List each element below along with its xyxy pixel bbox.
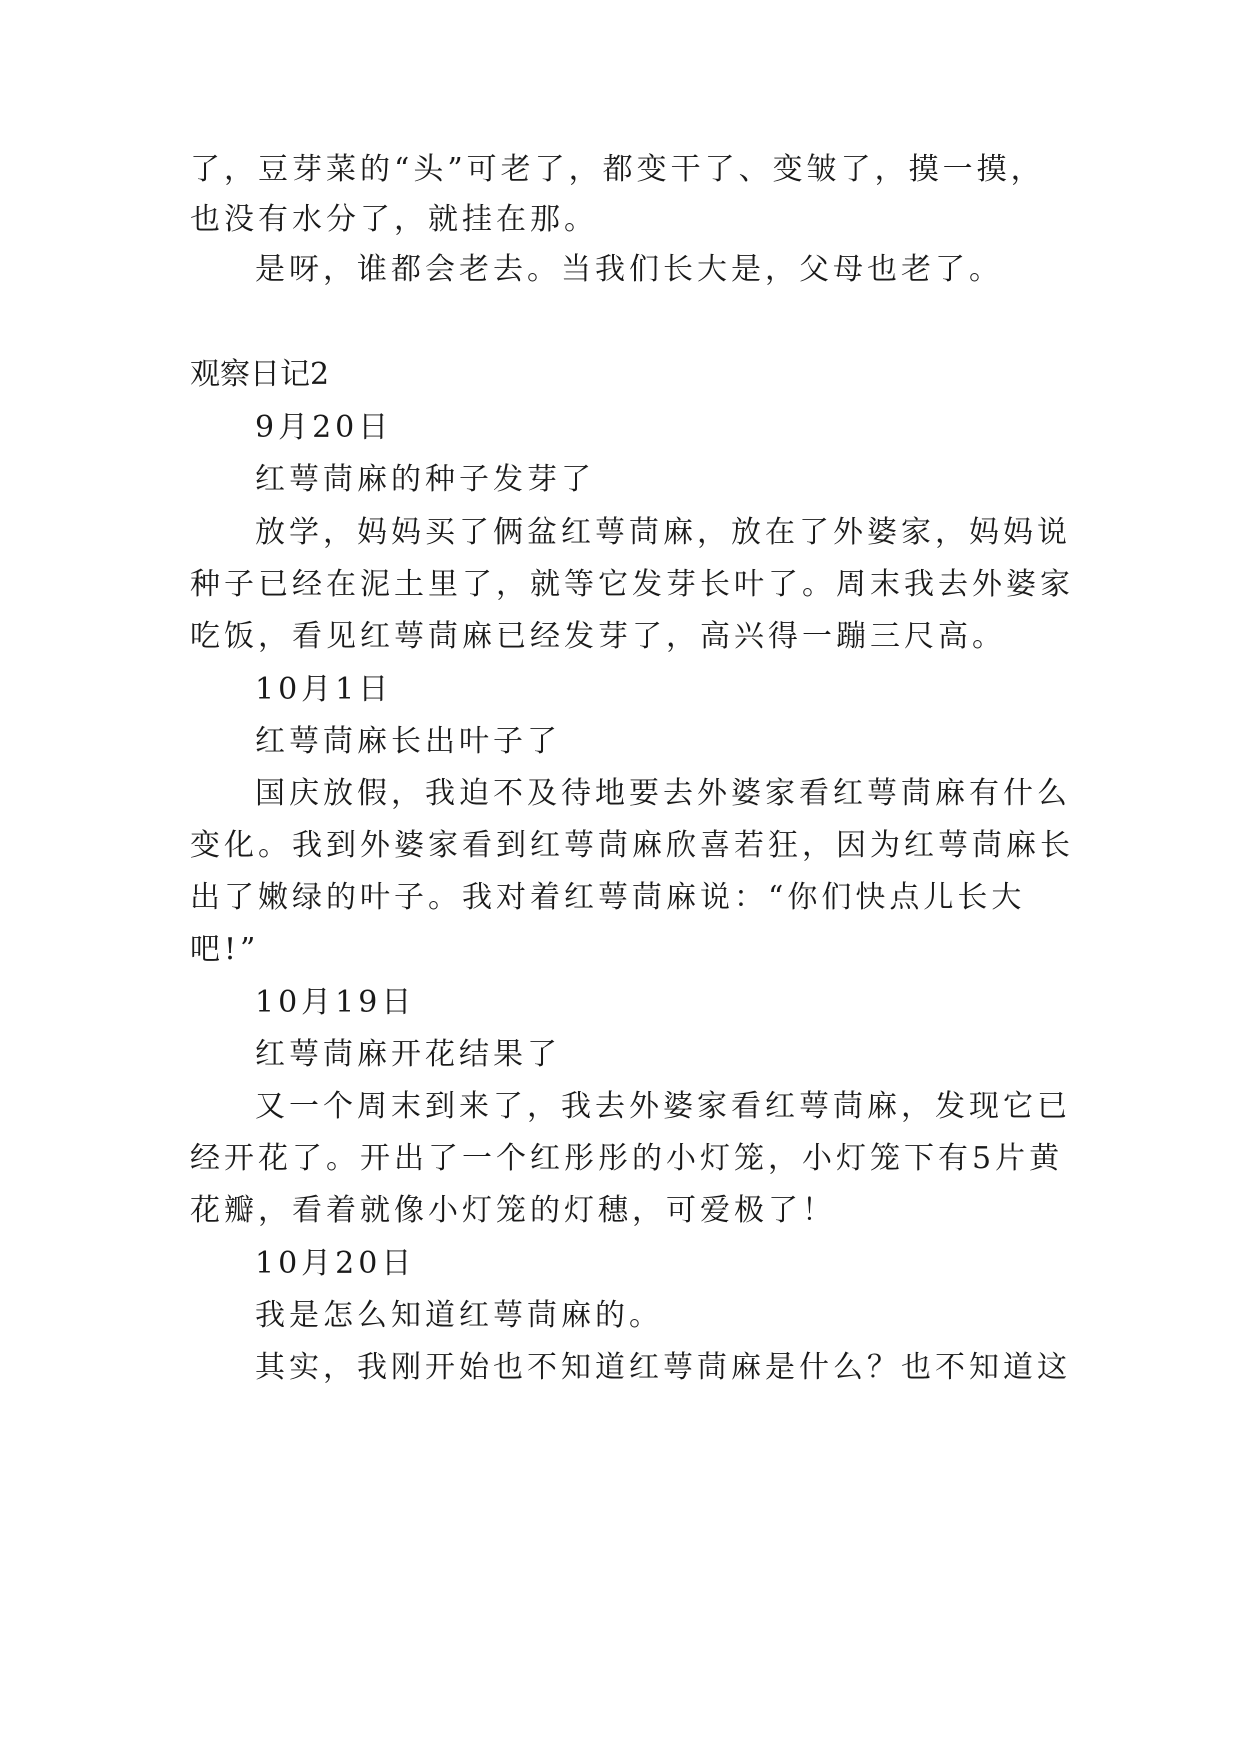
entry-title: 红萼茼麻的种子发芽了 [255,462,595,497]
entry-date: 10月1日 [255,672,393,707]
entry-date: 10月20日 [255,1246,416,1281]
paragraph-line: 出了嫩绿的叶子。我对着红萼茼麻说：“你们快点儿长大 [190,880,1026,915]
paragraph-line: 国庆放假，我迫不及待地要去外婆家看红萼茼麻有什么 [255,776,1071,811]
paragraph-line: 又一个周末到来了，我去外婆家看红萼茼麻，发现它已 [255,1089,1071,1124]
paragraph-line: 种子已经在泥土里了，就等它发芽长叶了。周末我去外婆家 [190,567,1074,602]
paragraph-line: 吧!” [190,932,260,967]
paragraph-line: 其实，我刚开始也不知道红萼茼麻是什么？也不知道这 [255,1350,1071,1385]
entry-title: 红萼茼麻长出叶子了 [255,724,561,759]
paragraph-line: 放学，妈妈买了俩盆红萼茼麻，放在了外婆家，妈妈说 [255,515,1071,550]
entry-title: 红萼茼麻开花结果了 [255,1037,561,1072]
paragraph-line: 变化。我到外婆家看到红萼茼麻欣喜若狂，因为红萼茼麻长 [190,828,1074,863]
paragraph-line: 是呀，谁都会老去。当我们长大是，父母也老了。 [255,252,1003,287]
entry-title: 我是怎么知道红萼茼麻的。 [255,1298,663,1333]
paragraph-line: 花瓣，看着就像小灯笼的灯穗，可爱极了！ [190,1193,836,1228]
paragraph-line: 吃饭，看见红萼茼麻已经发芽了，高兴得一蹦三尺高。 [190,619,1006,654]
paragraph-line: 了，豆芽菜的“头”可老了，都变干了、变皱了，摸一摸， [190,152,1045,187]
section-title: 观察日记2 [190,357,330,392]
entry-date: 9月20日 [255,410,393,445]
paragraph-line: 经开花了。开出了一个红彤彤的小灯笼，小灯笼下有5片黄 [190,1141,1064,1176]
entry-date: 10月19日 [255,985,416,1020]
paragraph-line: 也没有水分了，就挂在那。 [190,202,598,237]
